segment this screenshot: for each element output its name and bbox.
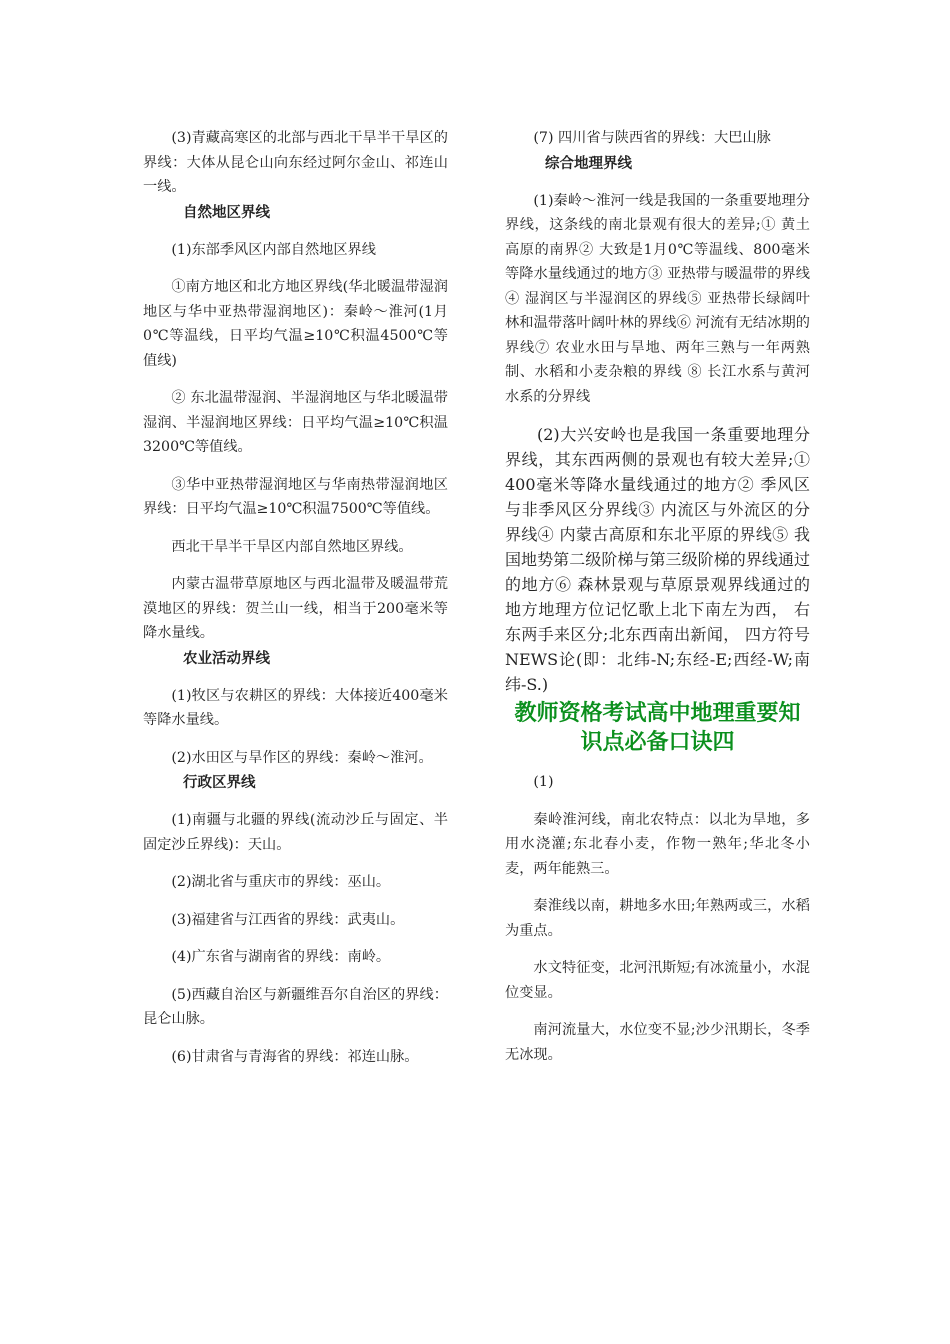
paragraph: ② 东北温带湿润、半湿润地区与华北暖温带湿润、半湿润地区界线：日平均气温≥10℃积温3200℃等值线。	[143, 390, 448, 455]
paragraph: (2)水田区与旱作区的界线：秦岭～淮河。	[171, 749, 433, 766]
paragraph: (1)秦岭～淮河一线是我国的一条重要地理分界线，这条线的南北景观有很大的差异;① 黄土高原的南界② 大致是1月0℃等温线、800毫米等降水量线通过的地方③ 亚热带与暖温带的界线④ 湿润区与半湿润区的界线⑤ 亚热带长绿阔叶林和温带落叶阔叶林的界线⑥ 河流有无结冰期的界线⑦ 农业水田与旱地、两年三熟与一年两熟制、水稻和小麦杂粮的界线 ⑧ 长江水系与黄河水系的分界线	[505, 192, 810, 405]
paragraph: 水文特征变，北河汛斯短;有冰流量小，水混位变显。	[505, 960, 810, 1001]
paragraph: 秦淮线以南，耕地多水田;年熟两或三，水稻为重点。	[505, 898, 810, 939]
paragraph: (2)大兴安岭也是我国一条重要地理分界线，其东西两侧的景观也有较大差异;① 400毫米等降水量线通过的地方② 季风区与非季风区分界线③ 内流区与外流区的分界线④ 内蒙古高原和东北平原的界线⑤ 我国地势第二级阶梯与第三级阶梯的界线通过的地方⑥ 森林景观与草原景观界线通过的地方地理方位记忆歌上北下南左为西， 右东两手来区分;北东西南出新闻， 四方符号NEWS论(即：北纬-N;东经-E;西经-W;南纬-S.)	[505, 425, 810, 694]
paragraph: (7) 四川省与陕西省的界线：大巴山脉	[533, 130, 771, 146]
paragraph: (3)福建省与江西省的界线：武夷山。	[171, 911, 405, 928]
paragraph: (4)广东省与湖南省的界线：南岭。	[171, 949, 391, 965]
paragraph: (5)西藏自治区与新疆维吾尔自治区的界线：昆仑山脉。	[143, 986, 448, 1027]
paragraph: 西北干旱半干旱区内部自然地区界线。	[171, 538, 413, 555]
large-text-block	[505, 422, 810, 697]
section-heading: 农业活动界线	[183, 650, 270, 667]
paragraph: (1)东部季风区内部自然地区界线	[171, 241, 376, 258]
right-column	[505, 126, 810, 1067]
paragraph: (6)甘肃省与青海省的界线：祁连山脉。	[171, 1048, 419, 1065]
paragraph: (1)牧区与农耕区的界线：大体接近400毫米等降水量线。	[143, 687, 448, 728]
paragraph: (3)青藏高寒区的北部与西北干旱半干旱区的界线：大体从昆仑山向东经过阿尔金山、祁连山一线。	[143, 130, 448, 195]
section-heading: 自然地区界线	[183, 204, 270, 221]
section-heading: 综合地理界线	[545, 155, 632, 172]
paragraph: 秦岭淮河线，南北农特点：以北为旱地，多用水浇灌;东北春小麦，作物一熟年;华北冬小麦，两年能熟三。	[505, 811, 810, 877]
paragraph: (1)	[533, 774, 554, 790]
section-heading: 行政区界线	[183, 775, 256, 791]
paragraph: 南河流量大，水位变不显;沙少汛期长，冬季无冰现。	[505, 1022, 810, 1063]
paragraph: (2)湖北省与重庆市的界线：巫山。	[171, 874, 391, 890]
paragraph: ③华中亚热带湿润地区与华南热带湿润地区界线：日平均气温≥10℃积温7500℃等值线。	[143, 476, 448, 517]
paragraph: (1)南疆与北疆的界线(流动沙丘与固定、半固定沙丘界线)：天山。	[143, 812, 448, 853]
left-column	[143, 126, 448, 1069]
green-title: 教师资格考试高中地理重要知识点必备口诀四	[514, 701, 801, 755]
paragraph: 内蒙古温带草原地区与西北温带及暖温带荒漠地区的界线：贺兰山一线，相当于200毫米等降水量线。	[143, 576, 448, 641]
paragraph: ①南方地区和北方地区界线(华北暖温带湿润地区与华中亚热带湿润地区)：秦岭～淮河(1月0℃等温线，日平均气温≥10℃积温4500℃等值线)	[143, 279, 448, 369]
